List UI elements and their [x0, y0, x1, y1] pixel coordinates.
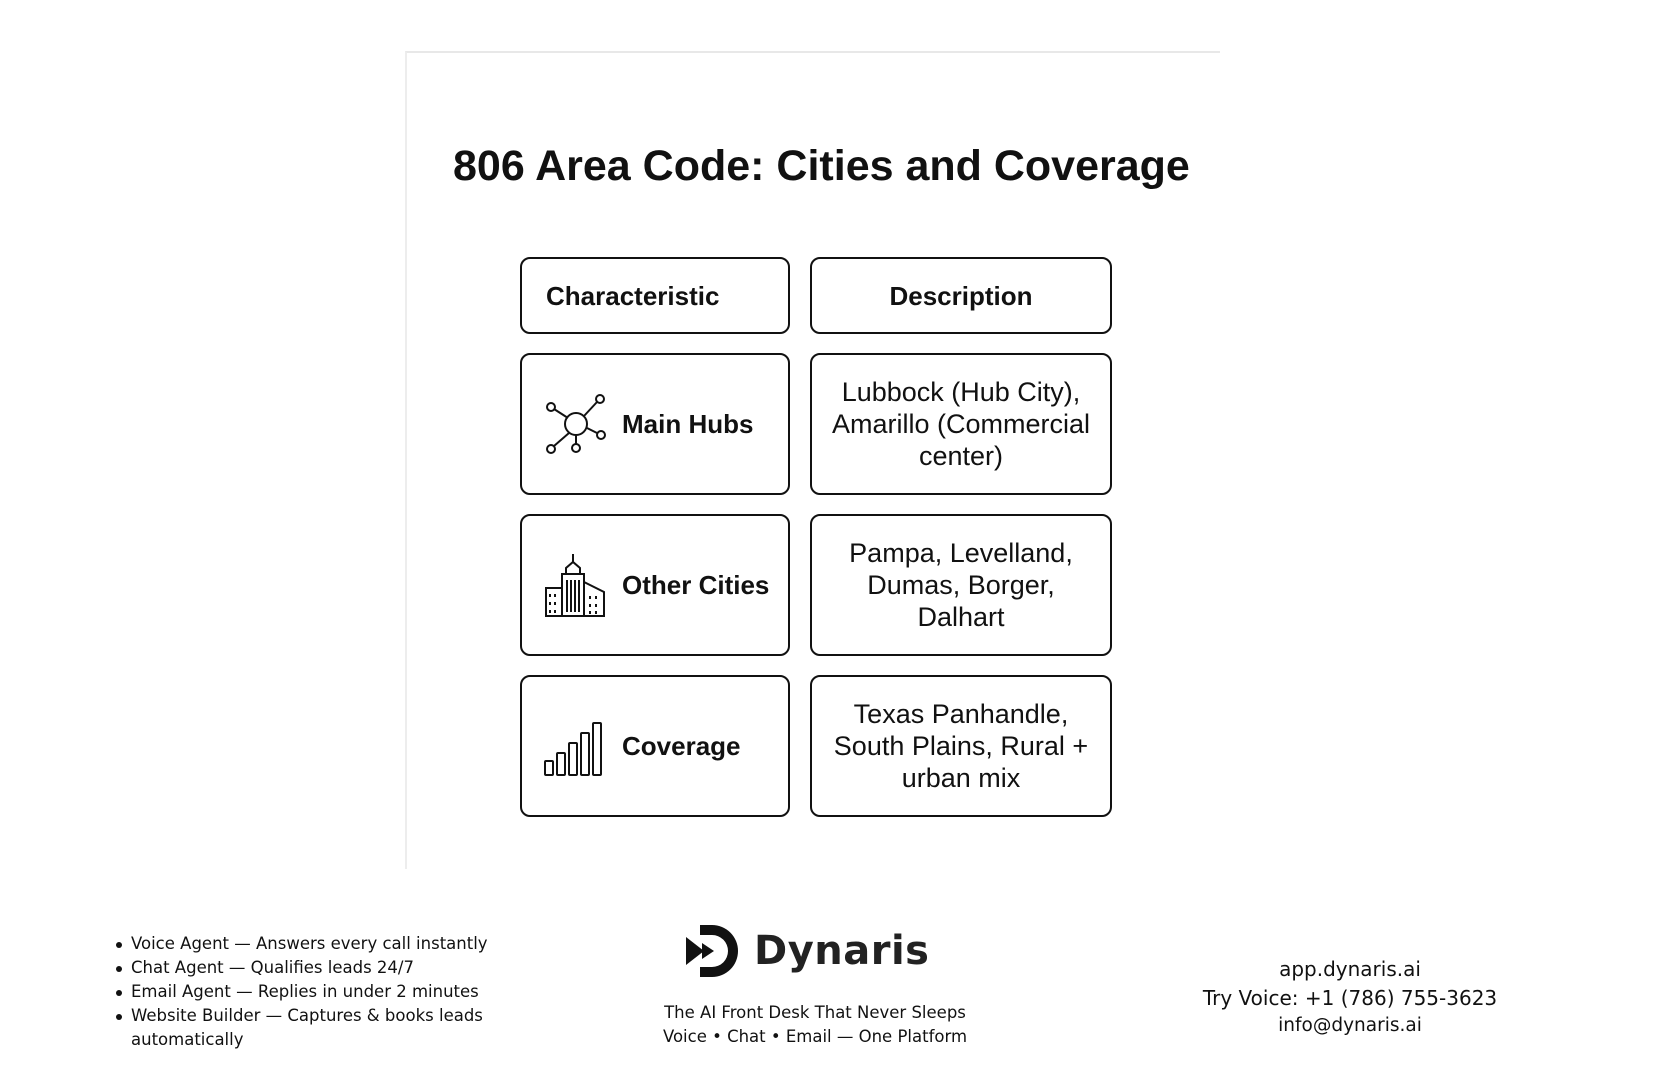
characteristic-cell-main-hubs: [520, 353, 790, 495]
dynaris-logo-icon: [680, 921, 740, 981]
brand-name: Dynaris: [754, 928, 930, 974]
description-text: Texas Panhandle, South Plains, Rural + urban mix: [833, 699, 1089, 793]
tagline-line-2: Voice • Chat • Email — One Platform: [662, 1027, 968, 1046]
brand-lockup: [680, 920, 940, 982]
network-hub-icon: [542, 391, 608, 457]
characteristic-label: Coverage: [622, 731, 741, 761]
area-code-table: [520, 257, 1112, 817]
characteristic-label: Main Hubs: [622, 409, 754, 439]
description-cell-coverage: [810, 675, 1112, 817]
contact-block: [1180, 955, 1520, 1039]
website-link[interactable]: app.dynaris.ai: [1279, 957, 1421, 981]
signal-bars-icon: [542, 713, 608, 779]
tagline-line-1: The AI Front Desk That Never Sleeps: [664, 1003, 966, 1022]
feature-item: Website Builder — Captures & books leads automatically: [113, 1004, 533, 1052]
description-text: Lubbock (Hub City), Amarillo (Commercial center): [831, 377, 1091, 471]
page-title: 806 Area Code: Cities and Coverage: [453, 142, 1190, 190]
description-cell-main-hubs: [810, 353, 1112, 495]
brand-tagline: [620, 1001, 1010, 1049]
description-cell-other-cities: [810, 514, 1112, 656]
city-buildings-icon: [542, 552, 608, 618]
header-characteristic-label: Characteristic: [546, 280, 720, 311]
characteristic-label: Other Cities: [622, 570, 770, 600]
feature-list: [113, 932, 533, 1052]
feature-item: Voice Agent — Answers every call instantly: [113, 932, 533, 956]
header-description-label: Description: [889, 280, 1033, 311]
header-characteristic: [520, 257, 790, 334]
voice-phone-link[interactable]: Try Voice: +1 (786) 755-3623: [1202, 986, 1498, 1010]
characteristic-cell-other-cities: [520, 514, 790, 656]
feature-item: Email Agent — Replies in under 2 minutes: [113, 980, 533, 1004]
description-text: Pampa, Levelland, Dumas, Borger, Dalhart: [849, 538, 1073, 632]
header-description: [810, 257, 1112, 334]
feature-item: Chat Agent — Qualifies leads 24/7: [113, 956, 533, 980]
characteristic-cell-coverage: [520, 675, 790, 817]
email-link[interactable]: info@dynaris.ai: [1278, 1015, 1422, 1036]
